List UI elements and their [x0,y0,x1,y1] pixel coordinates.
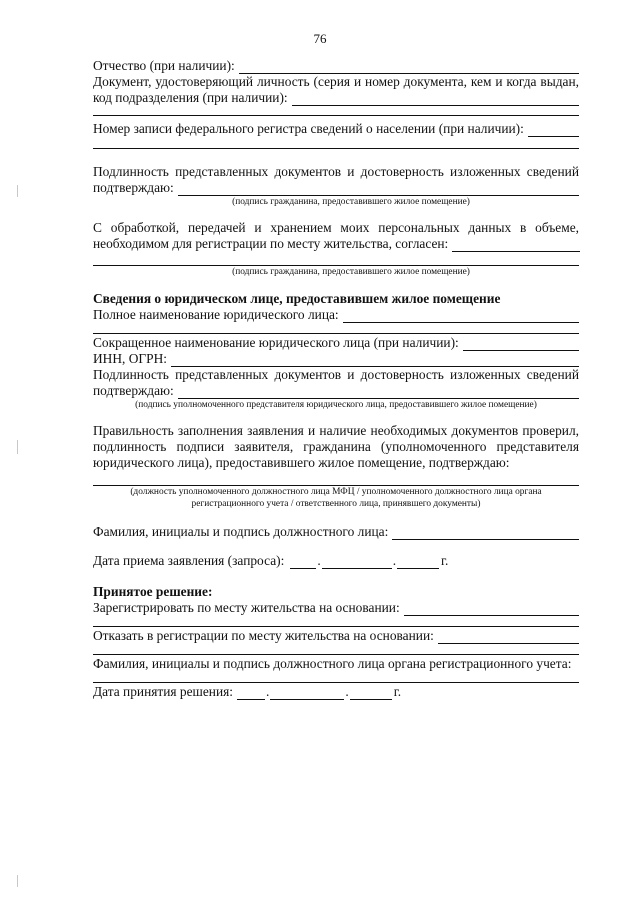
subdivision-code-label: код подразделения (при наличии): [93,90,288,105]
decision-date-month-field[interactable] [270,687,344,700]
decision-date-day-field[interactable] [237,687,265,700]
legal-authenticity-statement: Подлинность представленных документов и достоверность изложенных сведений [93,367,579,382]
id-document-label: Документ, удостоверяющий личность (серия и номер документа, кем и когда выдан, [93,74,579,89]
date-received-suffix: г. [441,553,449,568]
official-position-field[interactable] [93,484,579,486]
date-received-label: Дата приема заявления (запроса): [93,553,285,568]
refuse-basis-field[interactable] [438,631,579,644]
short-name-field[interactable] [463,338,579,351]
date-received-row: Дата приема заявления (запроса): . . г. [93,553,449,568]
full-name-field[interactable] [343,310,579,323]
full-name-row [93,307,579,323]
page-number: 76 [313,31,327,46]
date-received-day-field[interactable] [290,556,316,569]
official-name-field[interactable] [392,527,579,540]
confirm-label: подтверждаю: [93,180,174,195]
inn-ogrn-label: ИНН, ОГРН: [93,351,167,366]
legal-entity-heading: Сведения о юридическом лице, предоставившем жилое помещение [93,291,501,306]
verification-statement-line2: подлинность подписи заявителя, гражданина (уполномоченного представителя [93,439,579,454]
authenticity-row [93,180,579,196]
inn-ogrn-row [93,351,579,367]
consent-signature-field[interactable] [93,264,579,266]
consent-label: необходимом для регистрации по месту жительства, согласен: [93,236,449,251]
scan-edge-mark [17,440,18,454]
decision-date-year-field[interactable] [350,687,392,700]
full-name-label: Полное наименование юридического лица: [93,307,339,322]
register-basis-field[interactable] [404,603,579,616]
decision-official-label: Фамилия, инициалы и подпись должностного лица органа регистрационного учета: [93,656,572,671]
consent-statement: С обработкой, передачей и хранением моих персональных данных в объеме, [93,220,579,235]
register-row [93,600,579,616]
id-document-row [93,90,579,106]
citizen-signature-caption-2: (подпись гражданина, предоставившего жилое помещение) [232,267,470,277]
register-label: Зарегистрировать по месту жительства на основании: [93,600,400,615]
form-body [93,58,579,700]
patronymic-row [93,58,579,74]
id-document-field[interactable] [292,93,579,106]
authenticity-statement: Подлинность представленных документов и достоверность изложенных сведений [93,164,579,179]
decision-date-label: Дата принятия решения: [93,684,234,699]
verification-statement-line3: юридического лица), предоставившего жилое помещение, подтверждаю: [93,455,510,470]
scan-edge-mark [17,185,18,197]
refuse-label: Отказать в регистрации по месту жительства на основании: [93,628,434,643]
decision-date-row: Дата принятия решения: . . г. [93,684,402,699]
legal-confirm-label: подтверждаю: [93,383,174,398]
inn-ogrn-field[interactable] [171,354,579,367]
short-name-label: Сокращенное наименование юридического лица (при наличии): [93,335,459,350]
official-name-label: Фамилия, инициалы и подпись должностного лица: [93,524,389,539]
representative-signature-field[interactable] [178,386,579,399]
patronymic-label: Отчество (при наличии): [93,58,235,73]
citizen-signature-caption: (подпись гражданина, предоставившего жилое помещение) [232,197,470,207]
legal-authenticity-row [93,383,579,399]
decision-heading: Принятое решение: [93,584,213,599]
scan-edge-mark [17,875,18,887]
official-name-row [93,524,579,540]
federal-register-field[interactable] [528,124,579,137]
date-received-year-field[interactable] [397,556,439,569]
consent-field[interactable] [452,239,580,252]
consent-row [93,236,579,252]
refuse-row [93,628,579,644]
citizen-signature-field[interactable] [178,183,579,196]
representative-signature-caption: (подпись уполномоченного представителя юридического лица, предоставившего жилое помещение) [135,400,537,410]
official-position-caption-line2: регистрационного учета / ответственного лица, принявшего документы) [191,499,481,509]
short-name-row [93,335,579,351]
federal-register-label: Номер записи федерального регистра сведений о населении (при наличии): [93,121,524,136]
verification-statement-line1: Правильность заполнения заявления и наличие необходимых документов проверил, [93,423,579,438]
federal-register-row [93,121,579,137]
patronymic-field[interactable] [239,61,579,74]
official-position-caption-line1: (должность уполномоченного должностного лица МФЦ / уполномоченного должностного лица органа [130,487,542,497]
decision-date-suffix: г. [393,684,402,699]
date-received-month-field[interactable] [322,556,392,569]
